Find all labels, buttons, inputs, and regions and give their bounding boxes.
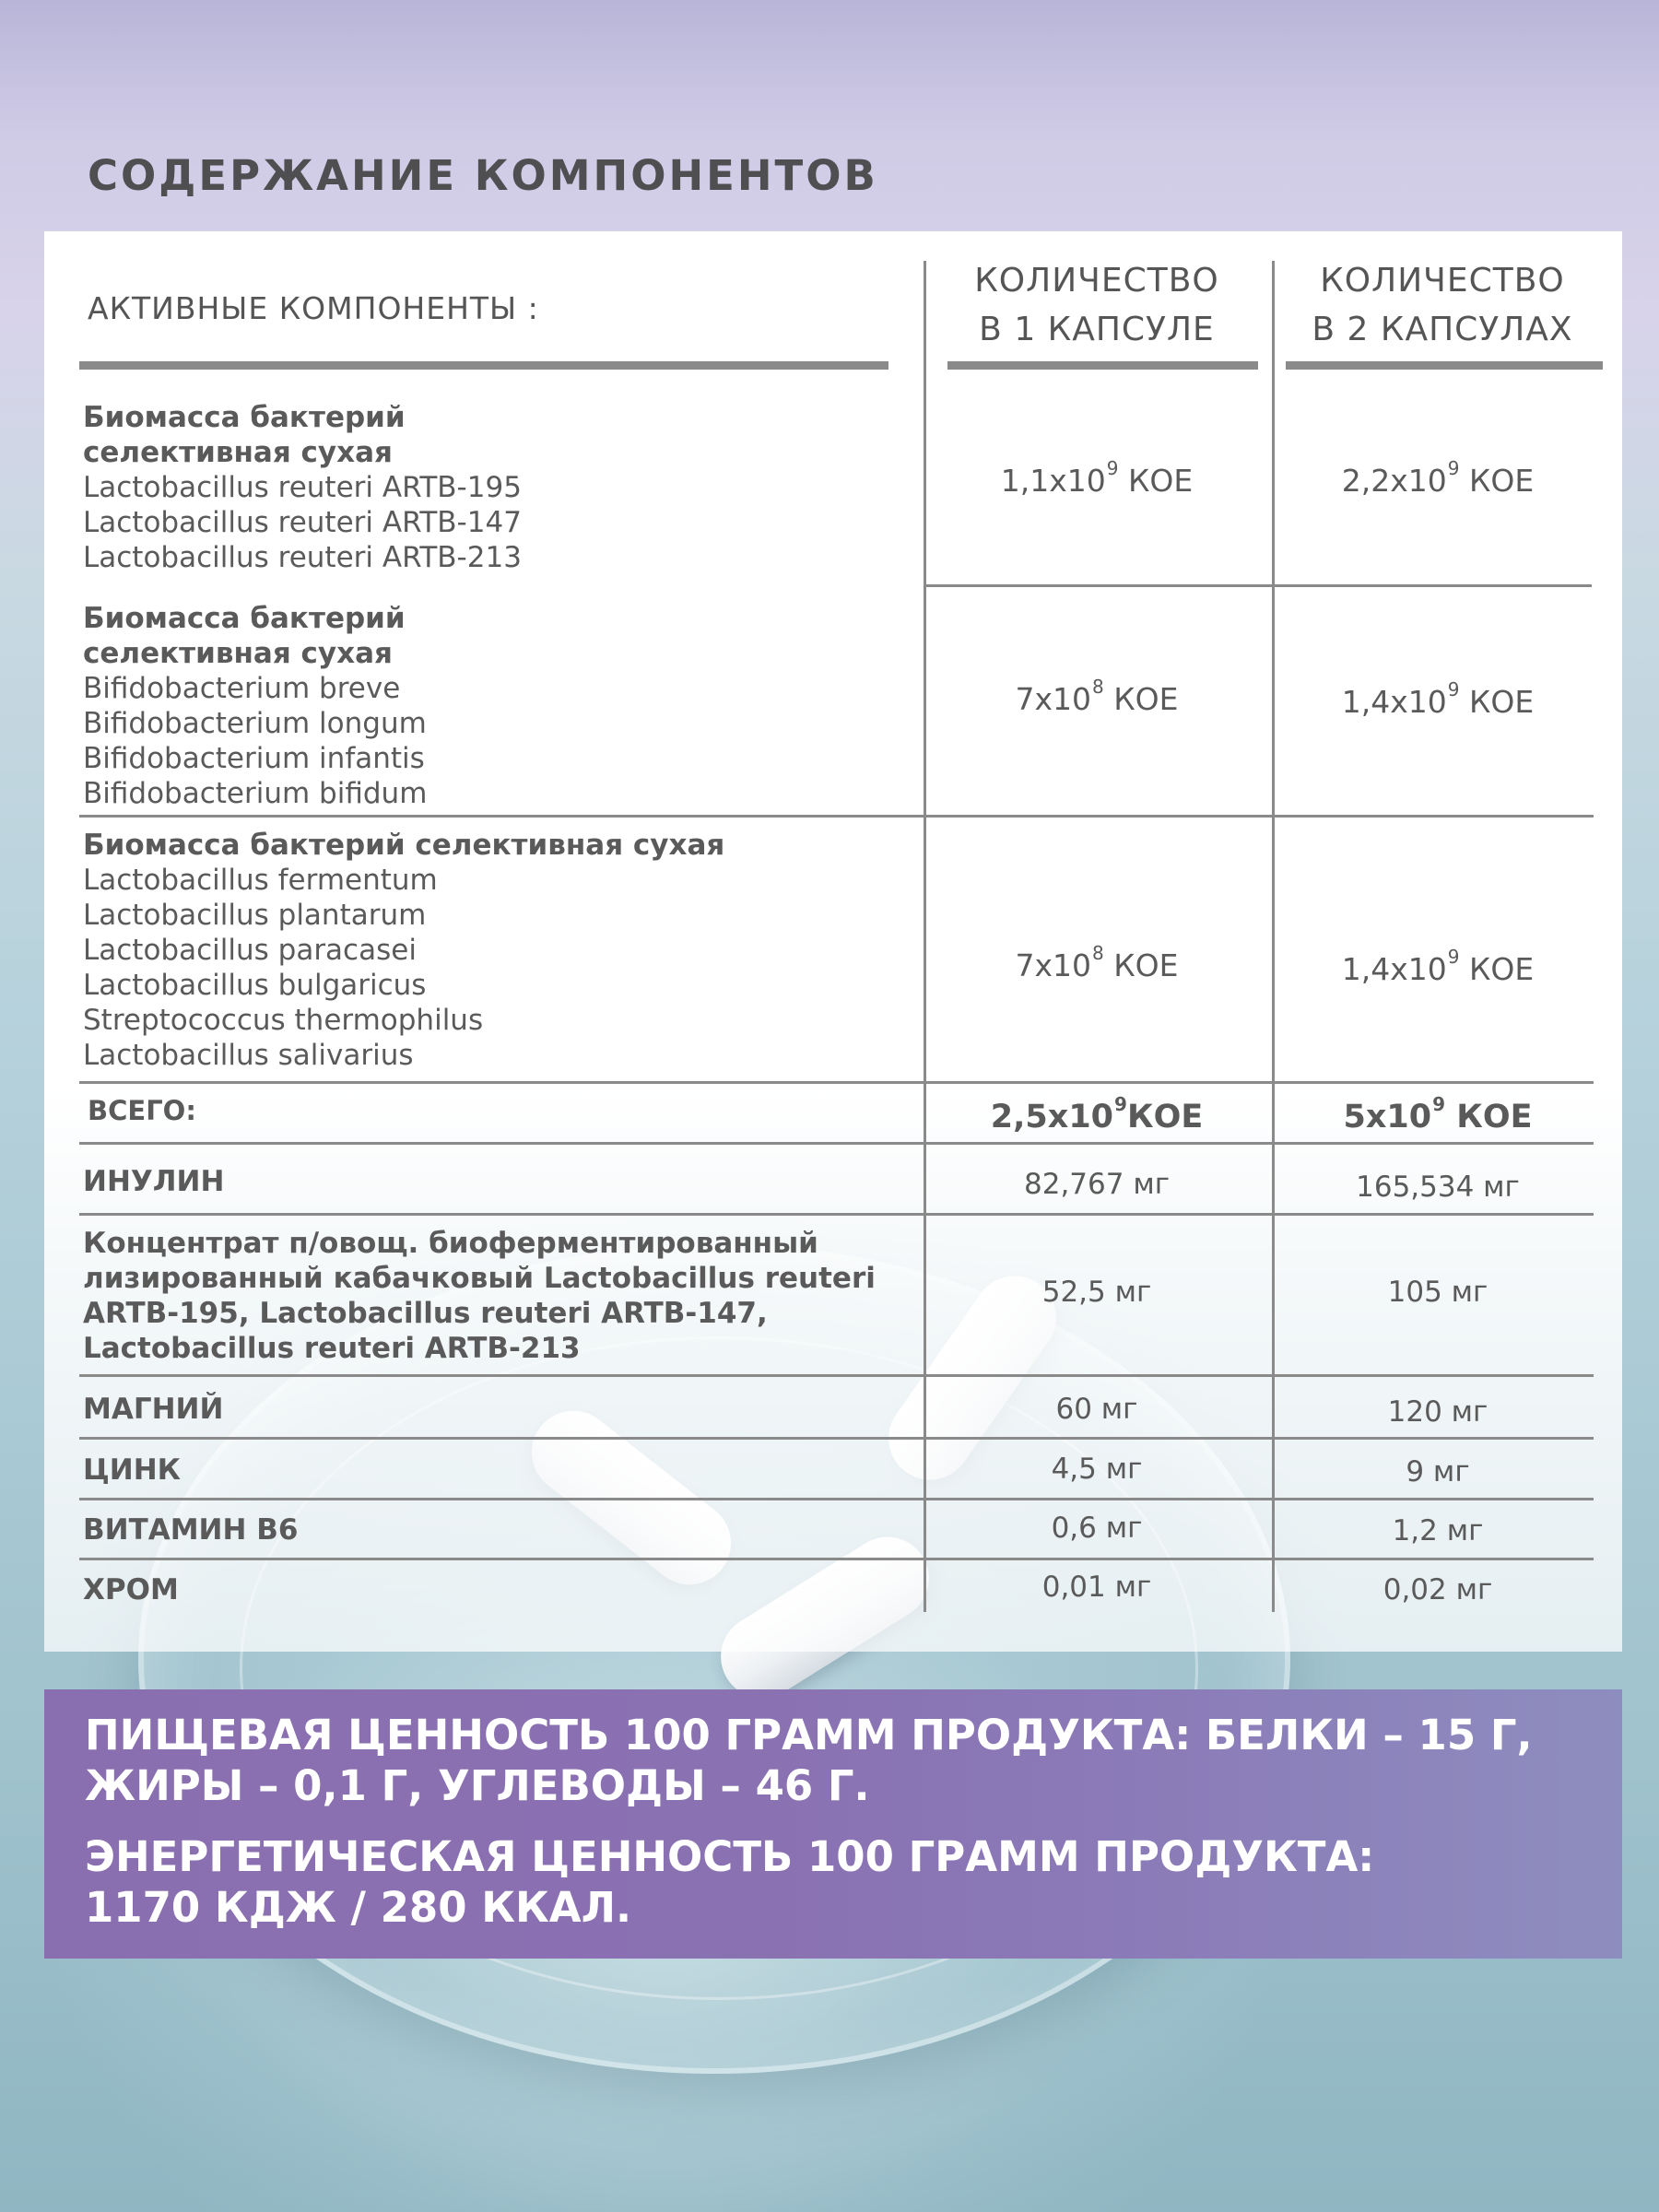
strain-name: Lactobacillus bulgaricus bbox=[83, 969, 427, 1002]
row-divider bbox=[79, 1558, 1594, 1560]
strain-name: Lactobacillus salivarius bbox=[83, 1039, 414, 1072]
group-3-value-2-capsules bbox=[1277, 946, 1599, 987]
strain-name: Streptococcus thermophilus bbox=[83, 1004, 484, 1037]
nutrition-banner bbox=[44, 1689, 1622, 1959]
value-exponent: 9 bbox=[1447, 678, 1460, 700]
header-underline bbox=[79, 361, 888, 370]
concentrate-line: Lactobacillus reuteri ARTB-213 bbox=[83, 1332, 581, 1365]
total-value-1-capsule bbox=[931, 1093, 1263, 1135]
value-unit: КОЕ bbox=[1456, 1099, 1533, 1135]
header-line: В 1 КАПСУЛЕ bbox=[979, 311, 1215, 348]
concentrate-line: Концентрат п/овощ. биоферментированный bbox=[83, 1227, 818, 1260]
value-base: 2,5x10 bbox=[990, 1099, 1114, 1135]
strain-name: Bifidobacterium bifidum bbox=[83, 777, 428, 810]
header-line: КОЛИЧЕСТВО bbox=[974, 262, 1219, 300]
row-divider bbox=[79, 1142, 1594, 1145]
zinc-label: ЦИНК bbox=[83, 1453, 181, 1487]
zinc-value-2-capsules: 9 мг bbox=[1406, 1455, 1470, 1488]
header-per-1-capsule bbox=[931, 256, 1263, 354]
value-exponent: 9 bbox=[1114, 1093, 1127, 1115]
value-base: 7x10 bbox=[1015, 947, 1092, 983]
value-exponent: 9 bbox=[1447, 946, 1460, 968]
header-underline bbox=[1286, 361, 1603, 370]
strain-name: Lactobacillus reuteri ARTB-147 bbox=[83, 506, 522, 539]
value-exponent: 9 bbox=[1106, 457, 1119, 479]
value-unit: КОЕ bbox=[1468, 951, 1535, 987]
concentrate-value-2-capsules: 105 мг bbox=[1387, 1276, 1488, 1309]
value-exponent: 8 bbox=[1092, 676, 1104, 698]
value-base: 1,4x10 bbox=[1341, 951, 1447, 987]
group-title: селективная сухая bbox=[83, 637, 393, 670]
row-divider bbox=[79, 1081, 1594, 1084]
row-divider bbox=[79, 1498, 1594, 1500]
chromium-value-1-capsule: 0,01 мг bbox=[1041, 1571, 1152, 1604]
value-base: 1,4x10 bbox=[1341, 684, 1447, 720]
column-divider bbox=[1272, 261, 1275, 1612]
group-title: Биомасса бактерий bbox=[83, 602, 406, 635]
banner-line: 1170 КДЖ / 280 ККАЛ. bbox=[85, 1883, 632, 1932]
strain-name: Bifidobacterium infantis bbox=[83, 742, 425, 775]
group-2-value-1-capsule bbox=[931, 676, 1263, 717]
concentrate-value-1-capsule: 52,5 мг bbox=[1041, 1276, 1152, 1309]
column-divider bbox=[924, 261, 926, 1612]
value-unit: КОЕ bbox=[1113, 681, 1179, 717]
concentrate-line: ARTB-195, Lactobacillus reuteri ARTB-147, bbox=[83, 1297, 768, 1330]
value-base: 1,1x10 bbox=[1000, 463, 1106, 499]
group-3-label bbox=[83, 828, 724, 1073]
group-title: Биомасса бактерий bbox=[83, 401, 406, 434]
row-divider bbox=[79, 1437, 1594, 1440]
chromium-label: ХРОМ bbox=[83, 1573, 179, 1606]
strain-name: Bifidobacterium longum bbox=[83, 707, 427, 740]
nutrition-value-text bbox=[85, 1710, 1622, 1811]
vitamin-b6-label: ВИТАМИН В6 bbox=[83, 1513, 299, 1547]
total-label: ВСЕГО: bbox=[88, 1095, 196, 1126]
row-divider bbox=[79, 815, 1594, 818]
vitamin-b6-value-1-capsule: 0,6 мг bbox=[1051, 1512, 1143, 1545]
group-1-value-1-capsule bbox=[931, 457, 1263, 499]
strain-name: Bifidobacterium breve bbox=[83, 672, 401, 705]
value-unit: КОЕ bbox=[1468, 463, 1535, 499]
group-2-value-2-capsules bbox=[1277, 678, 1599, 720]
inulin-label: ИНУЛИН bbox=[83, 1165, 225, 1198]
value-unit: КОЕ bbox=[1468, 684, 1535, 720]
value-base: 7x10 bbox=[1015, 681, 1092, 717]
value-base: 5x10 bbox=[1343, 1099, 1432, 1135]
group-2-label bbox=[83, 601, 427, 811]
group-1-label bbox=[83, 400, 522, 575]
strain-name: Lactobacillus fermentum bbox=[83, 864, 438, 897]
inulin-value-1-capsule: 82,767 мг bbox=[1024, 1168, 1170, 1201]
magnesium-value-2-capsules: 120 мг bbox=[1387, 1395, 1488, 1429]
group-title: селективная сухая bbox=[83, 436, 393, 469]
strain-name: Lactobacillus plantarum bbox=[83, 899, 427, 932]
zinc-value-1-capsule: 4,5 мг bbox=[1051, 1453, 1143, 1486]
magnesium-label: МАГНИЙ bbox=[83, 1393, 224, 1426]
value-exponent: 9 bbox=[1432, 1093, 1446, 1115]
banner-line: ЖИРЫ – 0,1 Г, УГЛЕВОДЫ – 46 Г. bbox=[85, 1761, 870, 1810]
header-line: В 2 КАПСУЛАХ bbox=[1312, 311, 1573, 348]
value-exponent: 9 bbox=[1447, 457, 1460, 479]
value-unit: КОЕ bbox=[1113, 947, 1179, 983]
vitamin-b6-value-2-capsules: 1,2 мг bbox=[1392, 1514, 1484, 1547]
magnesium-value-1-capsule: 60 мг bbox=[1055, 1393, 1138, 1426]
group-1-value-2-capsules bbox=[1277, 457, 1599, 499]
banner-line: ПИЩЕВАЯ ЦЕННОСТЬ 100 ГРАММ ПРОДУКТА: БЕЛКИ – 15 Г, bbox=[85, 1711, 1533, 1759]
value-unit: КОЕ bbox=[1127, 463, 1194, 499]
page-title: СОДЕРЖАНИЕ КОМПОНЕНТОВ bbox=[88, 151, 878, 200]
row-divider bbox=[79, 1374, 1594, 1377]
concentrate-label bbox=[83, 1226, 876, 1366]
energy-value-text bbox=[85, 1831, 1622, 1933]
header-active-components: АКТИВНЫЕ КОМПОНЕНТЫ : bbox=[88, 290, 539, 326]
strain-name: Lactobacillus reuteri ARTB-195 bbox=[83, 471, 522, 504]
chromium-value-2-capsules: 0,02 мг bbox=[1382, 1573, 1493, 1606]
header-line: КОЛИЧЕСТВО bbox=[1320, 262, 1565, 300]
header-per-2-capsules bbox=[1277, 256, 1608, 354]
banner-line: ЭНЕРГЕТИЧЕСКАЯ ЦЕННОСТЬ 100 ГРАММ ПРОДУКТА: bbox=[85, 1832, 1375, 1881]
row-divider bbox=[924, 584, 1592, 587]
concentrate-line: лизированный кабачковый Lactobacillus reuteri bbox=[83, 1262, 876, 1295]
value-base: 2,2x10 bbox=[1341, 463, 1447, 499]
value-unit: КОЕ bbox=[1126, 1099, 1204, 1135]
header-underline bbox=[947, 361, 1258, 370]
strain-name: Lactobacillus paracasei bbox=[83, 934, 417, 967]
row-divider bbox=[79, 1213, 1594, 1216]
group-3-value-1-capsule bbox=[931, 942, 1263, 983]
inulin-value-2-capsules: 165,534 мг bbox=[1356, 1171, 1520, 1204]
total-value-2-capsules bbox=[1277, 1093, 1599, 1135]
group-title: Биомасса бактерий селективная сухая bbox=[83, 829, 725, 862]
strain-name: Lactobacillus reuteri ARTB-213 bbox=[83, 541, 522, 574]
value-exponent: 8 bbox=[1092, 942, 1104, 964]
